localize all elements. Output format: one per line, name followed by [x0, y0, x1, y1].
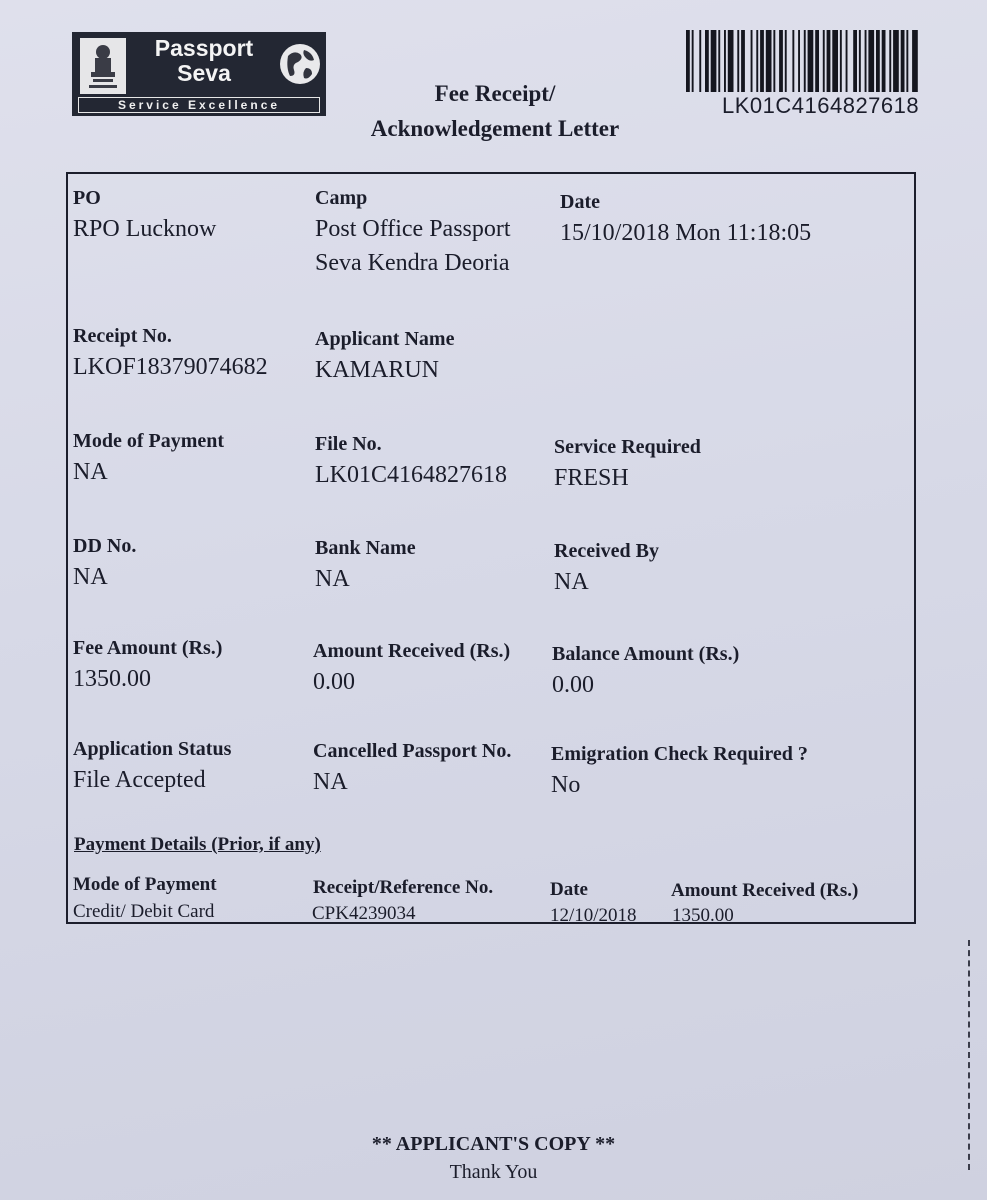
brand-tagline: Service Excellence	[78, 97, 320, 113]
dd-no-field	[73, 534, 136, 594]
file-no-value: LK01C4164827618	[315, 462, 507, 488]
applicant-name-field	[315, 327, 454, 387]
payment-row-amount: 1350.00	[672, 905, 734, 926]
po-field	[73, 186, 216, 246]
camp-field	[315, 186, 511, 280]
mode-of-payment-field	[73, 429, 224, 489]
bank-name-field	[315, 536, 416, 596]
receipt-no-field	[73, 324, 268, 384]
passport-seva-logo	[72, 32, 326, 116]
payment-header-mode: Mode of Payment	[73, 874, 217, 895]
po-value: RPO Lucknow	[73, 216, 217, 242]
file-no-label: File No.	[315, 433, 382, 455]
mode-of-payment-value: NA	[73, 459, 108, 485]
payment-header-reference: Receipt/Reference No.	[313, 877, 494, 898]
applicant-name-label: Applicant Name	[315, 328, 455, 350]
applicant-name-value: KAMARUN	[315, 357, 440, 383]
national-emblem-icon	[80, 38, 126, 94]
payment-header-date: Date	[550, 879, 588, 900]
balance-amount-label: Balance Amount (Rs.)	[552, 643, 740, 665]
cancelled-passport-value: NA	[313, 769, 348, 795]
date-field	[560, 190, 811, 250]
application-status-label: Application Status	[73, 738, 232, 760]
date-value: 15/10/2018 Mon 11:18:05	[560, 220, 812, 246]
receipt-no-label: Receipt No.	[73, 325, 172, 347]
mode-of-payment-label: Mode of Payment	[73, 430, 225, 452]
cancelled-passport-field	[313, 739, 511, 799]
file-no-field	[315, 432, 507, 492]
date-label: Date	[560, 191, 600, 213]
cancelled-passport-label: Cancelled Passport No.	[313, 740, 512, 762]
payment-details-title: Payment Details (Prior, if any)	[74, 834, 321, 855]
fee-amount-label: Fee Amount (Rs.)	[73, 637, 223, 659]
title-line-2: Acknowledgement Letter	[370, 116, 620, 141]
payment-row-reference: CPK4239034	[312, 903, 416, 924]
emigration-check-label: Emigration Check Required ?	[551, 743, 808, 765]
payment-row-date: 12/10/2018	[550, 905, 637, 926]
received-by-value: NA	[554, 569, 589, 595]
application-status-field	[73, 737, 231, 797]
fee-amount-field	[73, 636, 222, 696]
document-title	[330, 76, 660, 146]
dd-no-label: DD No.	[73, 535, 137, 557]
brand-line-1: Passport	[154, 35, 254, 61]
payment-row-mode: Credit/ Debit Card	[73, 901, 215, 922]
dd-no-value: NA	[73, 564, 108, 590]
brand-name	[134, 36, 274, 86]
service-required-field	[554, 435, 701, 495]
receipt-no-value: LKOF18379074682	[73, 354, 268, 380]
service-required-value: FRESH	[554, 465, 629, 491]
po-label: PO	[73, 187, 101, 209]
balance-amount-field	[552, 642, 739, 702]
thank-you-text: Thank You	[449, 1161, 538, 1183]
amount-received-value: 0.00	[313, 669, 355, 695]
fee-amount-value: 1350.00	[73, 666, 151, 692]
emigration-check-value: No	[551, 772, 581, 798]
amount-received-label: Amount Received (Rs.)	[313, 640, 511, 662]
barcode	[686, 30, 974, 98]
camp-label: Camp	[315, 187, 368, 209]
application-status-value: File Accepted	[73, 767, 206, 793]
brand-line-2: Seva	[177, 60, 231, 86]
title-line-1: Fee Receipt/	[434, 81, 556, 106]
received-by-field	[554, 539, 659, 599]
camp-value-line-1: Post Office Passport	[315, 216, 511, 242]
amount-received-field	[313, 639, 510, 699]
receipt-details-box	[66, 172, 916, 924]
service-required-label: Service Required	[554, 436, 701, 458]
camp-value-line-2: Seva Kendra Deoria	[315, 250, 510, 276]
balance-amount-value: 0.00	[552, 672, 594, 698]
payment-header-amount: Amount Received (Rs.)	[671, 880, 859, 901]
received-by-label: Received By	[554, 540, 659, 562]
emigration-check-field	[551, 742, 808, 802]
barcode-number: LK01C4164827618	[722, 93, 920, 118]
applicants-copy-label: ** APPLICANT'S COPY **	[371, 1133, 616, 1155]
bank-name-label: Bank Name	[315, 537, 416, 559]
globe-icon	[278, 38, 322, 90]
bank-name-value: NA	[315, 566, 350, 592]
